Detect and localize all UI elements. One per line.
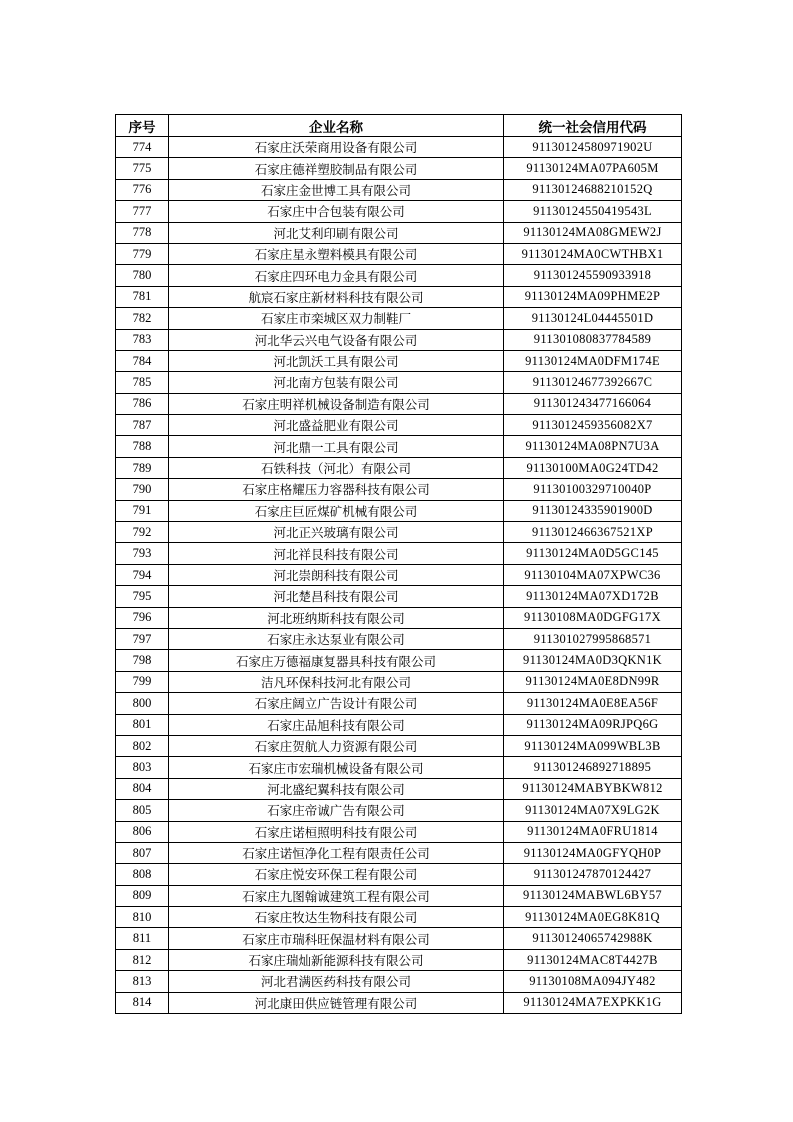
company-name-cell: 河北华云兴电气设备有限公司	[169, 329, 504, 350]
table-body	[116, 137, 682, 1014]
credit-code-cell: 91130124MA0D5GC145	[504, 543, 682, 564]
credit-code-cell: 91130124MA0CWTHBX1	[504, 243, 682, 264]
table-row	[116, 586, 682, 607]
company-name-cell: 石家庄德祥塑胶制品有限公司	[169, 158, 504, 179]
credit-code-cell: 91130124MA0D3QKN1K	[504, 650, 682, 671]
row-index-cell: 790	[116, 479, 169, 500]
row-index-cell: 798	[116, 650, 169, 671]
credit-code-cell: 91130124677392667C	[504, 372, 682, 393]
row-index-cell: 774	[116, 137, 169, 158]
company-name-cell: 石家庄品旭科技有限公司	[169, 714, 504, 735]
row-index-cell: 778	[116, 222, 169, 243]
row-index-cell: 808	[116, 864, 169, 885]
row-index-cell: 788	[116, 436, 169, 457]
company-name-cell: 石家庄市瑞科旺保温材料有限公司	[169, 928, 504, 949]
credit-code-cell: 91130124MA07X9LG2K	[504, 800, 682, 821]
table-row	[116, 393, 682, 414]
table-row	[116, 265, 682, 286]
credit-code-cell: 91130124335901900D	[504, 500, 682, 521]
table-row	[116, 137, 682, 158]
company-name-cell: 河北康田供应链管理有限公司	[169, 992, 504, 1013]
company-name-cell: 石家庄四环电力金具有限公司	[169, 265, 504, 286]
row-index-cell: 802	[116, 735, 169, 756]
credit-code-cell: 91130124MA09RJPQ6G	[504, 714, 682, 735]
credit-code-cell: 911301245590933918	[504, 265, 682, 286]
company-name-cell: 石家庄诺恒净化工程有限责任公司	[169, 842, 504, 863]
row-index-cell: 789	[116, 457, 169, 478]
company-name-cell: 石家庄阔立广告设计有限公司	[169, 693, 504, 714]
table-row	[116, 158, 682, 179]
table-row	[116, 222, 682, 243]
row-index-cell: 783	[116, 329, 169, 350]
credit-code-cell: 91130124MA0EG8K81Q	[504, 907, 682, 928]
credit-code-cell: 91130124MA09PHME2P	[504, 286, 682, 307]
table-row	[116, 543, 682, 564]
company-name-cell: 洁凡环保科技河北有限公司	[169, 671, 504, 692]
credit-code-cell: 91130124MA08GMEW2J	[504, 222, 682, 243]
credit-code-cell: 91130100329710040P	[504, 479, 682, 500]
header-row	[116, 115, 682, 137]
credit-code-cell: 91130124MA0DFM174E	[504, 350, 682, 371]
company-name-cell: 河北崇朗科技有限公司	[169, 564, 504, 585]
table-row	[116, 757, 682, 778]
table-row	[116, 415, 682, 436]
company-name-cell: 河北祥艮科技有限公司	[169, 543, 504, 564]
row-index-cell: 805	[116, 800, 169, 821]
row-index-cell: 786	[116, 393, 169, 414]
credit-code-cell: 91130124MABWL6BY57	[504, 885, 682, 906]
table-row	[116, 671, 682, 692]
header-credit-code: 统一社会信用代码	[504, 115, 682, 137]
row-index-cell: 803	[116, 757, 169, 778]
table-row	[116, 243, 682, 264]
credit-code-cell: 91130124MA7EXPKK1G	[504, 992, 682, 1013]
table-row	[116, 179, 682, 200]
row-index-cell: 809	[116, 885, 169, 906]
company-name-cell: 石家庄格耀压力容器科技有限公司	[169, 479, 504, 500]
row-index-cell: 797	[116, 628, 169, 649]
table-row	[116, 372, 682, 393]
company-name-cell: 航宸石家庄新材料科技有限公司	[169, 286, 504, 307]
row-index-cell: 806	[116, 821, 169, 842]
table-row	[116, 564, 682, 585]
table-row	[116, 286, 682, 307]
table-row	[116, 907, 682, 928]
company-name-cell: 石家庄贺航人力资源有限公司	[169, 735, 504, 756]
table-row	[116, 971, 682, 992]
table-row	[116, 650, 682, 671]
company-name-cell: 石家庄市宏瑞机械设备有限公司	[169, 757, 504, 778]
company-name-cell: 河北鼎一工具有限公司	[169, 436, 504, 457]
company-name-cell: 河北艾利印刷有限公司	[169, 222, 504, 243]
row-index-cell: 787	[116, 415, 169, 436]
credit-code-cell: 91130124550419543L	[504, 201, 682, 222]
credit-code-cell: 9113012459356082X7	[504, 415, 682, 436]
company-table	[115, 114, 682, 1014]
company-name-cell: 河北君满医药科技有限公司	[169, 971, 504, 992]
credit-code-cell: 91130124MA0E8DN99R	[504, 671, 682, 692]
table-row	[116, 928, 682, 949]
row-index-cell: 793	[116, 543, 169, 564]
row-index-cell: 781	[116, 286, 169, 307]
credit-code-cell: 91130124MA099WBL3B	[504, 735, 682, 756]
credit-code-cell: 91130124MA0E8EA56F	[504, 693, 682, 714]
credit-code-cell: 91130124MA0GFYQH0P	[504, 842, 682, 863]
header-index: 序号	[116, 115, 169, 137]
company-name-cell: 河北凯沃工具有限公司	[169, 350, 504, 371]
credit-code-cell: 91130108MA0DGFG17X	[504, 607, 682, 628]
row-index-cell: 800	[116, 693, 169, 714]
credit-code-cell: 91130124L04445501D	[504, 308, 682, 329]
company-name-cell: 石家庄市栾城区双力制鞋厂	[169, 308, 504, 329]
row-index-cell: 814	[116, 992, 169, 1013]
row-index-cell: 779	[116, 243, 169, 264]
company-name-cell: 石家庄万德福康复器具科技有限公司	[169, 650, 504, 671]
row-index-cell: 782	[116, 308, 169, 329]
credit-code-cell: 91130124MABYBKW812	[504, 778, 682, 799]
credit-code-cell: 911301080837784589	[504, 329, 682, 350]
table-row	[116, 329, 682, 350]
company-name-cell: 石家庄帝诚广告有限公司	[169, 800, 504, 821]
table-row	[116, 992, 682, 1013]
row-index-cell: 780	[116, 265, 169, 286]
row-index-cell: 796	[116, 607, 169, 628]
company-name-cell: 石家庄巨匠煤矿机械有限公司	[169, 500, 504, 521]
row-index-cell: 791	[116, 500, 169, 521]
table-row	[116, 821, 682, 842]
company-name-cell: 石家庄明祥机械设备制造有限公司	[169, 393, 504, 414]
credit-code-cell: 91130124MA0FRU1814	[504, 821, 682, 842]
company-name-cell: 石家庄中合包装有限公司	[169, 201, 504, 222]
table-row	[116, 436, 682, 457]
row-index-cell: 812	[116, 949, 169, 970]
table-row	[116, 864, 682, 885]
row-index-cell: 794	[116, 564, 169, 585]
company-name-cell: 石家庄沃荣商用设备有限公司	[169, 137, 504, 158]
credit-code-cell: 91130124688210152Q	[504, 179, 682, 200]
company-name-cell: 河北正兴玻璃有限公司	[169, 522, 504, 543]
credit-code-cell: 9113012466367521XP	[504, 522, 682, 543]
table-row	[116, 479, 682, 500]
row-index-cell: 807	[116, 842, 169, 863]
credit-code-cell: 91130124MA07XD172B	[504, 586, 682, 607]
row-index-cell: 784	[116, 350, 169, 371]
row-index-cell: 813	[116, 971, 169, 992]
company-name-cell: 河北班纳斯科技有限公司	[169, 607, 504, 628]
company-name-cell: 石家庄金世博工具有限公司	[169, 179, 504, 200]
credit-code-cell: 91130108MA094JY482	[504, 971, 682, 992]
company-name-cell: 石家庄诺桓照明科技有限公司	[169, 821, 504, 842]
company-name-cell: 石家庄永达泵业有限公司	[169, 628, 504, 649]
table-row	[116, 201, 682, 222]
table-row	[116, 308, 682, 329]
table-row	[116, 778, 682, 799]
row-index-cell: 801	[116, 714, 169, 735]
credit-code-cell: 911301243477166064	[504, 393, 682, 414]
company-name-cell: 石家庄牧达生物科技有限公司	[169, 907, 504, 928]
company-name-cell: 石家庄星永塑料模具有限公司	[169, 243, 504, 264]
company-name-cell: 石家庄悦安环保工程有限公司	[169, 864, 504, 885]
company-name-cell: 河北盛纪翼科技有限公司	[169, 778, 504, 799]
table-row	[116, 693, 682, 714]
row-index-cell: 785	[116, 372, 169, 393]
row-index-cell: 795	[116, 586, 169, 607]
row-index-cell: 811	[116, 928, 169, 949]
credit-code-cell: 911301027995868571	[504, 628, 682, 649]
table-row	[116, 842, 682, 863]
credit-code-cell: 91130104MA07XPWC36	[504, 564, 682, 585]
company-name-cell: 石家庄瑞灿新能源科技有限公司	[169, 949, 504, 970]
row-index-cell: 804	[116, 778, 169, 799]
row-index-cell: 776	[116, 179, 169, 200]
company-name-cell: 河北盛益肥业有限公司	[169, 415, 504, 436]
table-header	[116, 115, 682, 137]
table-row	[116, 500, 682, 521]
row-index-cell: 799	[116, 671, 169, 692]
credit-code-cell: 91130124065742988K	[504, 928, 682, 949]
company-name-cell: 石家庄九图翰诚建筑工程有限公司	[169, 885, 504, 906]
credit-code-cell: 91130124MA07PA605M	[504, 158, 682, 179]
row-index-cell: 777	[116, 201, 169, 222]
table-row	[116, 885, 682, 906]
table-row	[116, 735, 682, 756]
company-name-cell: 石铁科技（河北）有限公司	[169, 457, 504, 478]
table-row	[116, 628, 682, 649]
table-row	[116, 949, 682, 970]
credit-code-cell: 91130124580971902U	[504, 137, 682, 158]
table-row	[116, 800, 682, 821]
table-row	[116, 522, 682, 543]
header-company-name: 企业名称	[169, 115, 504, 137]
credit-code-cell: 91130124MA08PN7U3A	[504, 436, 682, 457]
row-index-cell: 810	[116, 907, 169, 928]
credit-code-cell: 91130124MAC8T4427B	[504, 949, 682, 970]
company-name-cell: 河北南方包装有限公司	[169, 372, 504, 393]
table-row	[116, 350, 682, 371]
row-index-cell: 775	[116, 158, 169, 179]
credit-code-cell: 911301247870124427	[504, 864, 682, 885]
row-index-cell: 792	[116, 522, 169, 543]
credit-code-cell: 911301246892718895	[504, 757, 682, 778]
credit-code-cell: 91130100MA0G24TD42	[504, 457, 682, 478]
table-row	[116, 714, 682, 735]
company-name-cell: 河北楚昌科技有限公司	[169, 586, 504, 607]
table-row	[116, 607, 682, 628]
table-row	[116, 457, 682, 478]
